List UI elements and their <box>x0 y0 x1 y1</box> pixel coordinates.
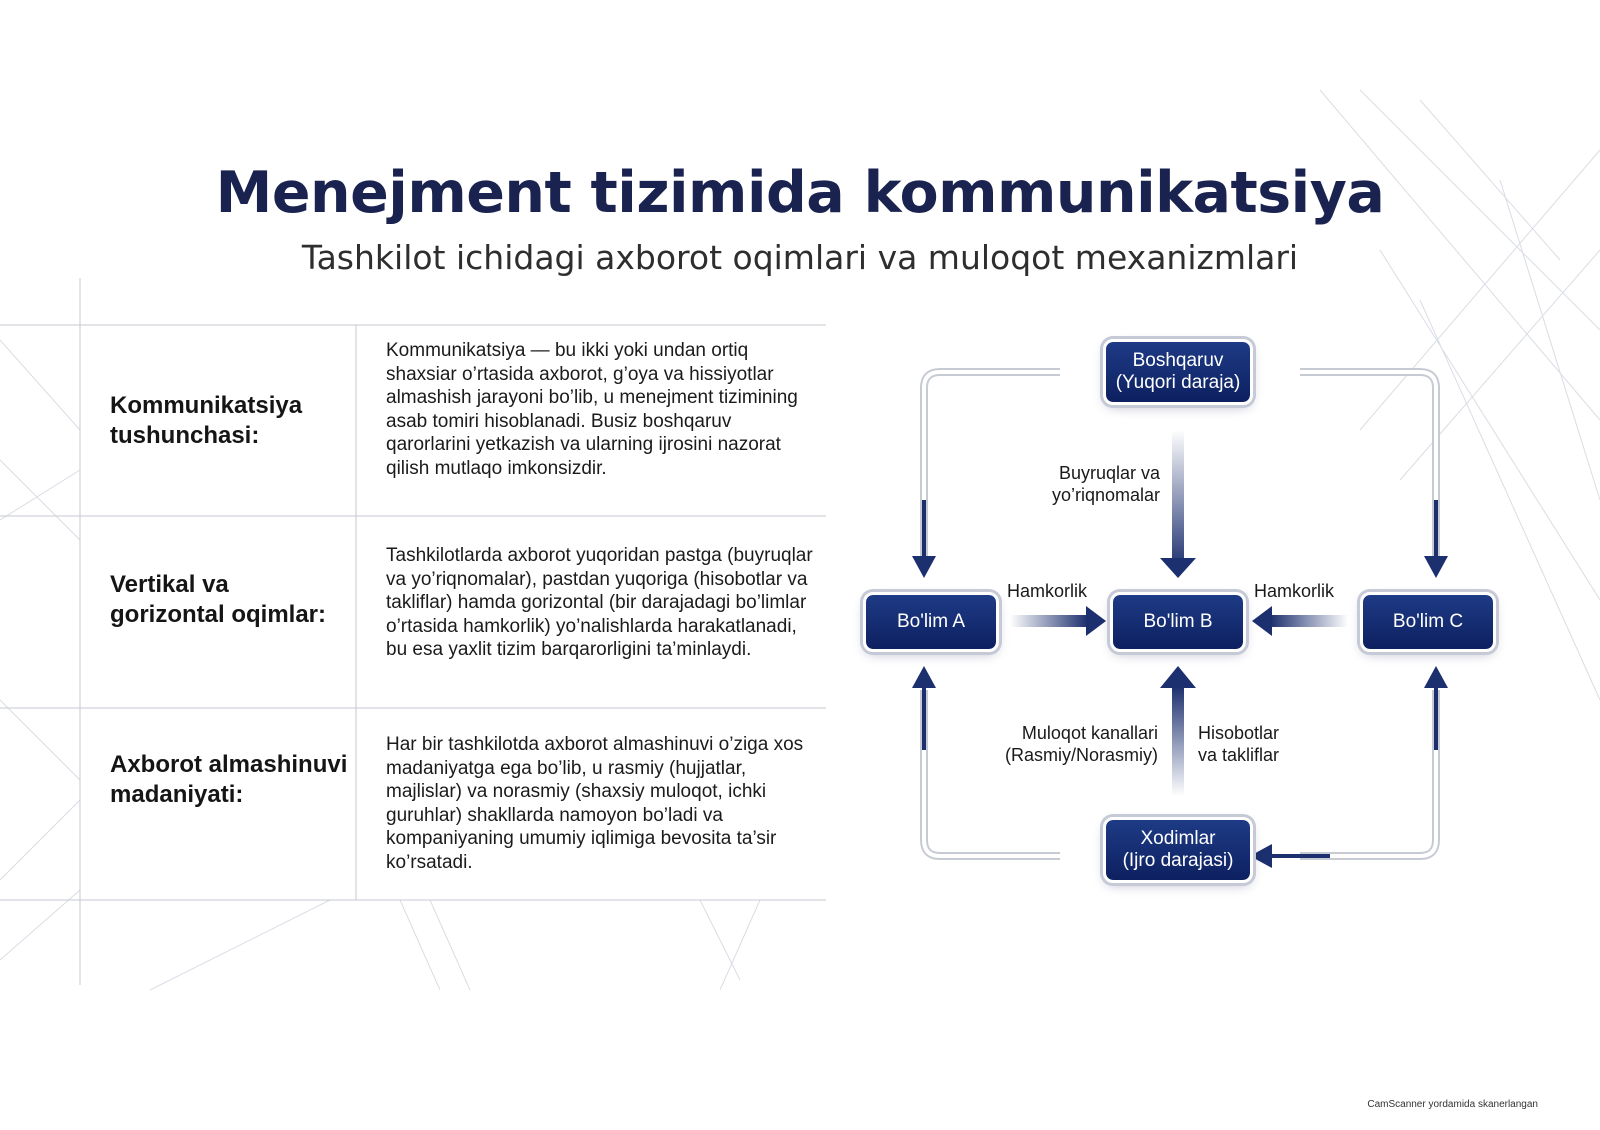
page-subtitle: Tashkilot ichidagi axborot oqimlari va muloqot mexanizmlari <box>301 238 1299 277</box>
table-row <box>0 516 826 708</box>
row-text: Har bir tashkilotda axborot almashinuvi o’ziga xos madaniyatga ega bo’lib, u rasmiy (hujjatlar, majlislar) va norasmiy (shaxsiy muloqot, ichki guruhlar) shakllarda namoyon bo’ladi va kompaniyaning umumiy iqlimiga bevosita ta’sir ko’rsatadi. <box>386 734 804 873</box>
label-hamkorlik-left: Hamkorlik <box>1007 581 1088 601</box>
node-boshqaruv <box>1106 342 1250 402</box>
label-muloqot-kanallari: Muloqot kanallari (Rasmiy/Norasmiy) <box>1005 723 1158 765</box>
node-xodimlar-title: Xodimlar <box>1140 828 1216 849</box>
label-buyruqlar: Buyruqlar va yo’riqnomalar <box>1051 463 1160 505</box>
scanner-footer: CamScanner yordamida skanerlangan <box>1367 1099 1538 1110</box>
row-label: Axborot almashinuvi madaniyati: <box>110 751 348 808</box>
row-text: Tashkilotlarda axborot yuqoridan pastga (buyruqlar va yo’riqnomalar), pastdan yuqoriga (hisobotlar va takliflar) hamda gorizontal (bir darajadagi bo’limlar o’rtasida hamkorlik) yo’nalishlarda harakatlanadi, bu esa yaxlit tizim barqarorligini ta’minlaydi. <box>386 545 813 660</box>
node-bolim-c-label: Bo'lim C <box>1392 611 1464 632</box>
node-bolim-b-label: Bo'lim B <box>1143 611 1213 632</box>
row-label: Kommunikatsiya tushunchasi: <box>110 392 303 449</box>
node-bolim-a-label: Bo'lim A <box>896 611 966 632</box>
communication-diagram <box>860 320 1540 940</box>
page-title: Menejment tizimida kommunikatsiya <box>215 160 1385 226</box>
node-bolim-a <box>866 595 996 649</box>
node-xodimlar <box>1106 820 1250 880</box>
table-row <box>0 325 826 516</box>
node-bolim-b <box>1113 595 1243 649</box>
node-xodimlar-subtitle: (Ijro darajasi) <box>1122 850 1234 871</box>
node-bolim-c <box>1363 595 1493 649</box>
row-text: Kommunikatsiya — bu ikki yoki undan ortiq shaxsiar o’rtasida axborot, g’oya va hissiyotlar almashish jarayoni bo’lib, u menejment tizimining asab tomiri hisoblanadi. Busiz boshqaruv qarorlarini yetkazish va ularning ijrosini nazorat qilish mutlaqo imkonsizdir. <box>386 340 798 479</box>
row-label: Vertikal va gorizontal oqimlar: <box>110 571 326 628</box>
node-boshqaruv-subtitle: (Yuqori daraja) <box>1115 372 1241 393</box>
node-boshqaruv-title: Boshqaruv <box>1132 350 1224 371</box>
table-row <box>0 708 826 900</box>
label-hamkorlik-right: Hamkorlik <box>1254 581 1335 601</box>
label-hisobotlar: Hisobotlar va takliflar <box>1198 723 1280 765</box>
